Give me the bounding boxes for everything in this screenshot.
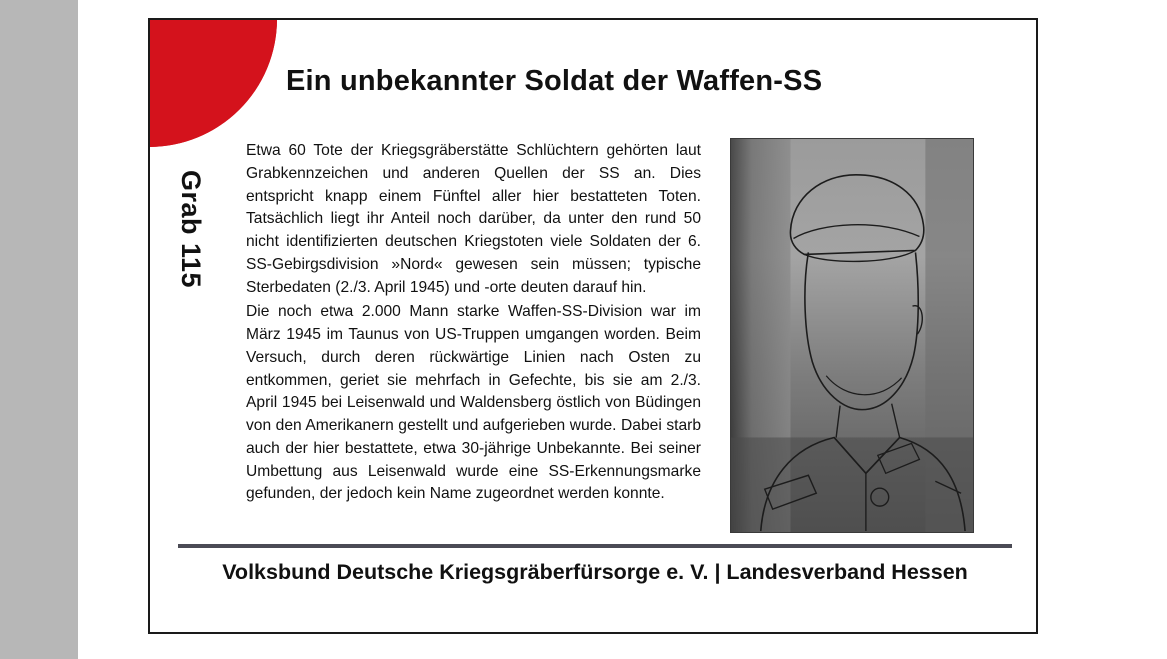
red-circle-shape bbox=[149, 19, 277, 147]
red-quarter-circle-decoration bbox=[149, 19, 277, 147]
portrait-line-drawing bbox=[731, 139, 973, 532]
soldier-portrait-photo bbox=[730, 138, 974, 533]
paragraph-1: Etwa 60 Tote der Kriegsgräberstätte Schlüchtern gehörten laut Grabkennzeichen und anderen Quellen der SS an. Dies entspricht knapp einem Fünftel aller hier bestatteten Toten. Tatsächlich liegt ihr Anteil noch darüber, da unter den rund 50 nicht identifizierten deutschen Kriegstoten viele Soldaten der 6. SS-Gebirgsdivision »Nord« gewesen sein müssen; typische Sterbedaten (2./3. April 1945) und -orte deuten darauf hin. bbox=[246, 142, 701, 296]
grave-number-label: Grab 115 bbox=[176, 170, 206, 289]
body-text bbox=[246, 140, 701, 506]
poster-panel bbox=[148, 18, 1038, 634]
grave-label-container bbox=[164, 170, 210, 370]
left-gray-bar bbox=[0, 0, 78, 659]
page-title: Ein unbekannter Soldat der Waffen-SS bbox=[286, 65, 823, 97]
paragraph-2: Die noch etwa 2.000 Mann starke Waffen-SS-Division war im März 1945 im Taunus von US-Truppen umgangen worden. Beim Versuch, durch deren rückwärtige Linien nach Osten zu entkommen, geriet sie mehrfach in Gefechte, bis sie am 2./3. April 1945 bei Leisenwald und Waldensberg östlich von Büdingen von den Amerikanern gestellt und aufgerieben wurde. Dabei starb auch der hier bestattete, etwa 30-jährige Unbekannte. Bei seiner Umbettung aus Leisenwald wurde eine SS-Erkennungsmarke gefunden, der jedoch kein Name zugeordnet werden konnte. bbox=[246, 303, 701, 503]
footer-divider bbox=[178, 544, 1012, 548]
footer-organization: Volksbund Deutsche Kriegsgräberfürsorge e. V. | Landesverband Hessen bbox=[222, 560, 968, 584]
